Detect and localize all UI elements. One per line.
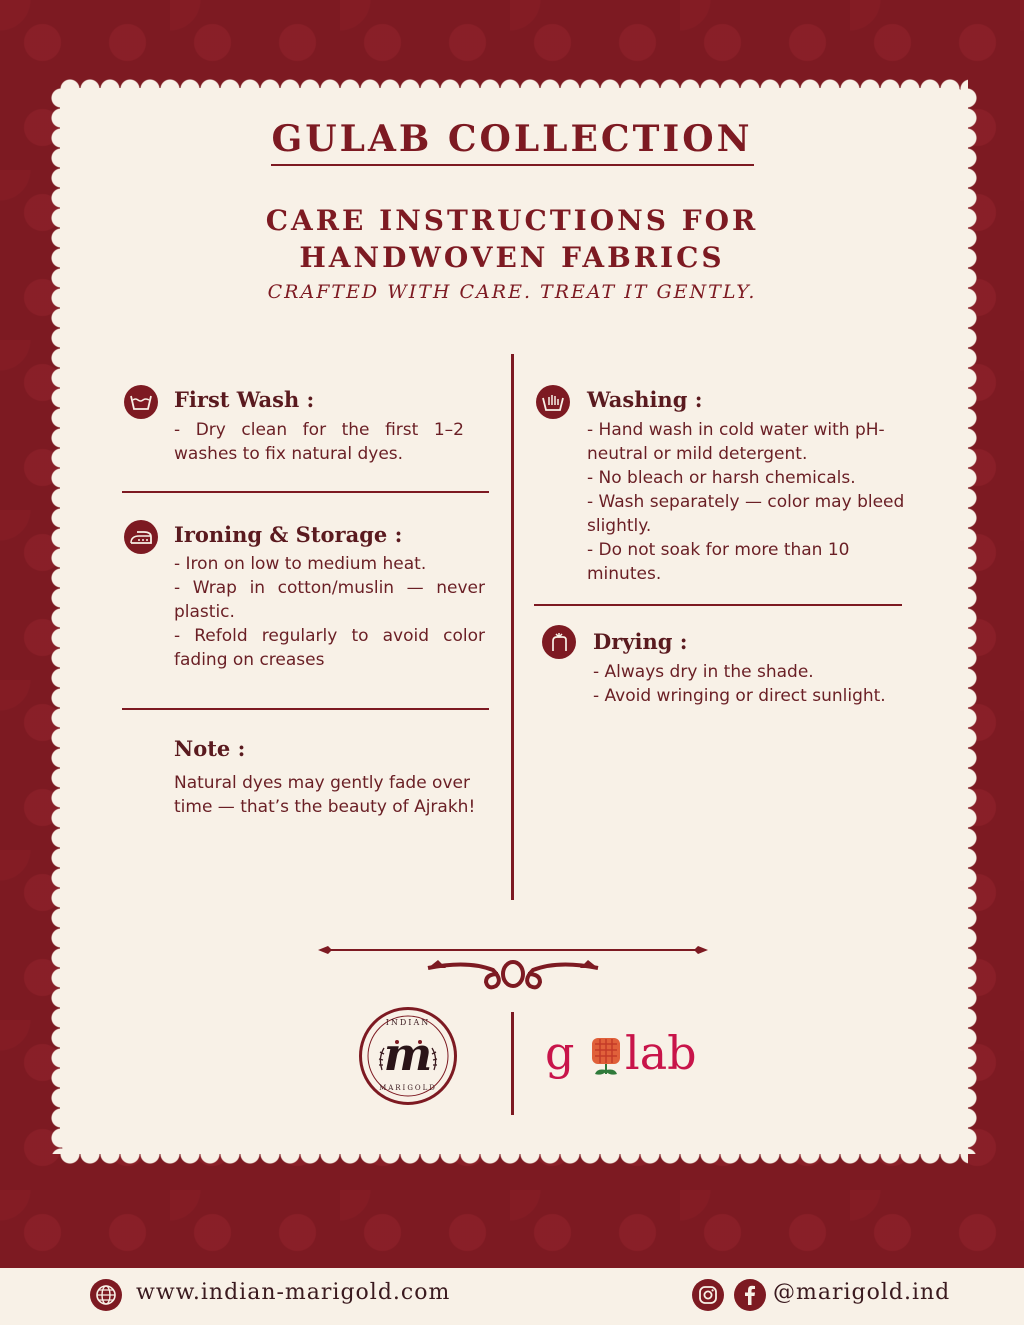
section-line: - Wrap in cotton/muslin — never plastic. [174, 578, 485, 622]
gulab-logo-text-left: g [545, 1026, 575, 1080]
website-link[interactable]: www.indian-marigold.com [136, 1280, 451, 1305]
section-line: - Hand wash in cold water with pH-neutral or mild detergent. [587, 420, 885, 464]
section-line: - Wash separately — color may bleed slightly. [587, 492, 905, 536]
section-line: - No bleach or harsh chemicals. [587, 468, 856, 488]
section-title: Ironing & Storage : [174, 521, 403, 547]
section-title: Drying : [593, 628, 688, 654]
section-drying [593, 626, 908, 708]
section-line: Natural dyes may gently fade over time — that’s the beauty of Ajrakh! [174, 773, 476, 817]
logo-divider [511, 1012, 514, 1115]
section-rule [122, 491, 489, 493]
section-line: - Avoid wringing or direct sunlight. [593, 686, 886, 706]
logo-monogram: m [383, 1027, 433, 1081]
rose-icon [589, 1034, 623, 1080]
subtitle-line-2: HANDWOVEN FABRICS [299, 241, 725, 274]
section-title: Note : [174, 735, 246, 761]
section-line: - Dry clean for the first 1–2 washes to fix natural dyes. [174, 420, 464, 464]
social-handle[interactable]: @marigold.ind [773, 1280, 951, 1305]
iron-icon [124, 520, 158, 554]
section-line: - Refold regularly to avoid color fading on creases [174, 626, 485, 670]
logo-bottom-text: MARIGOLD [379, 1084, 437, 1092]
section-washing [587, 384, 912, 586]
decorative-ornament [318, 938, 708, 992]
gulab-logo [545, 1022, 695, 1092]
page-subtitle [0, 202, 1024, 276]
drying-icon [542, 625, 576, 659]
wash-basin-icon [124, 385, 158, 419]
section-ironing [174, 519, 485, 672]
section-note [174, 733, 486, 819]
section-line: - Do not soak for more than 10 minutes. [587, 540, 850, 584]
column-divider [511, 354, 514, 900]
indian-marigold-logo [359, 1007, 457, 1105]
hand-wash-icon [536, 385, 570, 419]
section-line: - Iron on low to medium heat. [174, 554, 427, 574]
facebook-icon[interactable] [734, 1279, 766, 1311]
instagram-icon[interactable] [692, 1279, 724, 1311]
gulab-logo-text-right: lab [625, 1026, 697, 1080]
section-title: First Wash : [174, 386, 315, 412]
section-line: - Always dry in the shade. [593, 662, 814, 682]
title-underline [271, 164, 754, 166]
globe-icon[interactable] [90, 1279, 122, 1311]
subtitle-line-1: CARE INSTRUCTIONS FOR [265, 204, 759, 237]
footer-bar [0, 1268, 1024, 1325]
section-first-wash [174, 384, 464, 466]
section-rule [122, 708, 489, 710]
tagline: CRAFTED WITH CARE. TREAT IT GENTLY. [267, 281, 757, 303]
section-rule [534, 604, 902, 606]
page-title: GULAB COLLECTION [271, 118, 753, 160]
section-title: Washing : [587, 386, 703, 412]
logo-top-text: INDIAN [385, 1018, 431, 1027]
